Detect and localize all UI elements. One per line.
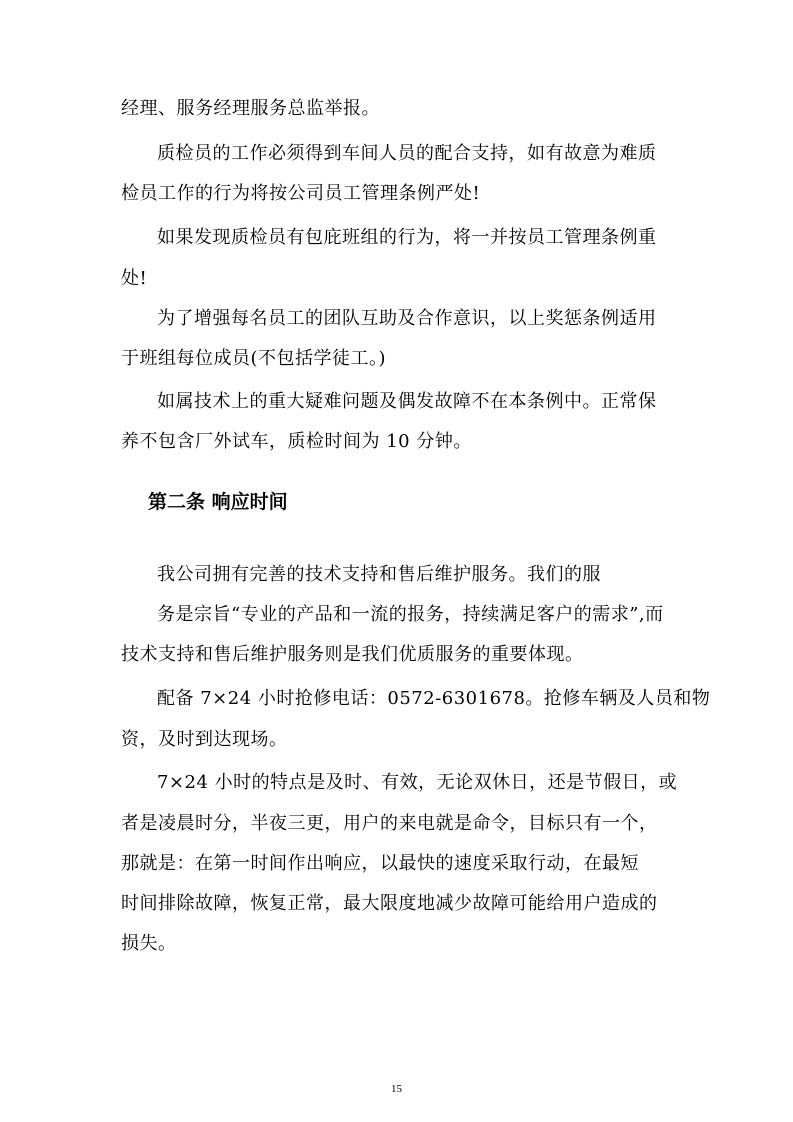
paragraph-line: 时间排除故障，恢复正常，最大限度地减少故障可能给用户造成的 <box>121 893 658 914</box>
paragraph-line: 如果发现质检员有包庇班组的行为，将一并按员工管理条例重 <box>157 227 657 248</box>
paragraph-line: 资，及时到达现场。 <box>121 729 288 750</box>
paragraph-line: 于班组每位成员(不包括学徒工。) <box>121 348 387 369</box>
paragraph-line: 为了增强每名员工的团队互助及合作意识，以上奖惩条例适用 <box>157 308 657 329</box>
page-number: 15 <box>391 1083 402 1095</box>
paragraph-line: 如属技术上的重大疑难问题及偶发故障不在本条例中。正常保 <box>157 391 657 412</box>
paragraph-line: 质检员的工作必须得到车间人员的配合支持，如有故意为难质 <box>157 143 657 164</box>
paragraph-line: 务是宗旨“专业的产品和一流的报务，持续满足客户的需求”,而 <box>157 604 664 625</box>
paragraph-line: 损失。 <box>121 933 177 954</box>
paragraph-line: 者是凌晨时分，半夜三更，用户的来电就是命令，目标只有一个， <box>121 813 658 834</box>
paragraph-line: 我公司拥有完善的技术支持和售后维护服务。我们的服 <box>157 564 601 585</box>
paragraph-line: 配备 7×24 小时抢修电话：0572-6301678。抢修车辆及人员和物 <box>157 688 711 709</box>
paragraph-line: 经理、服务经理服务总监举报。 <box>121 98 380 119</box>
paragraph-line: 那就是：在第一时间作出响应，以最快的速度采取行动，在最短 <box>121 853 639 874</box>
paragraph-line: 处! <box>121 268 148 289</box>
paragraph-line: 7×24 小时的特点是及时、有效，无论双休日，还是节假日，或 <box>157 772 678 793</box>
paragraph-line: 检员工作的行为将按公司员工管理条例严处! <box>121 183 481 204</box>
paragraph-line: 技术支持和售后维护服务则是我们优质服务的重要体现。 <box>121 644 584 665</box>
paragraph-line: 养不包含厂外试车，质检时间为 10 分钟。 <box>121 431 472 452</box>
section-heading: 第二条 响应时间 <box>148 491 288 513</box>
